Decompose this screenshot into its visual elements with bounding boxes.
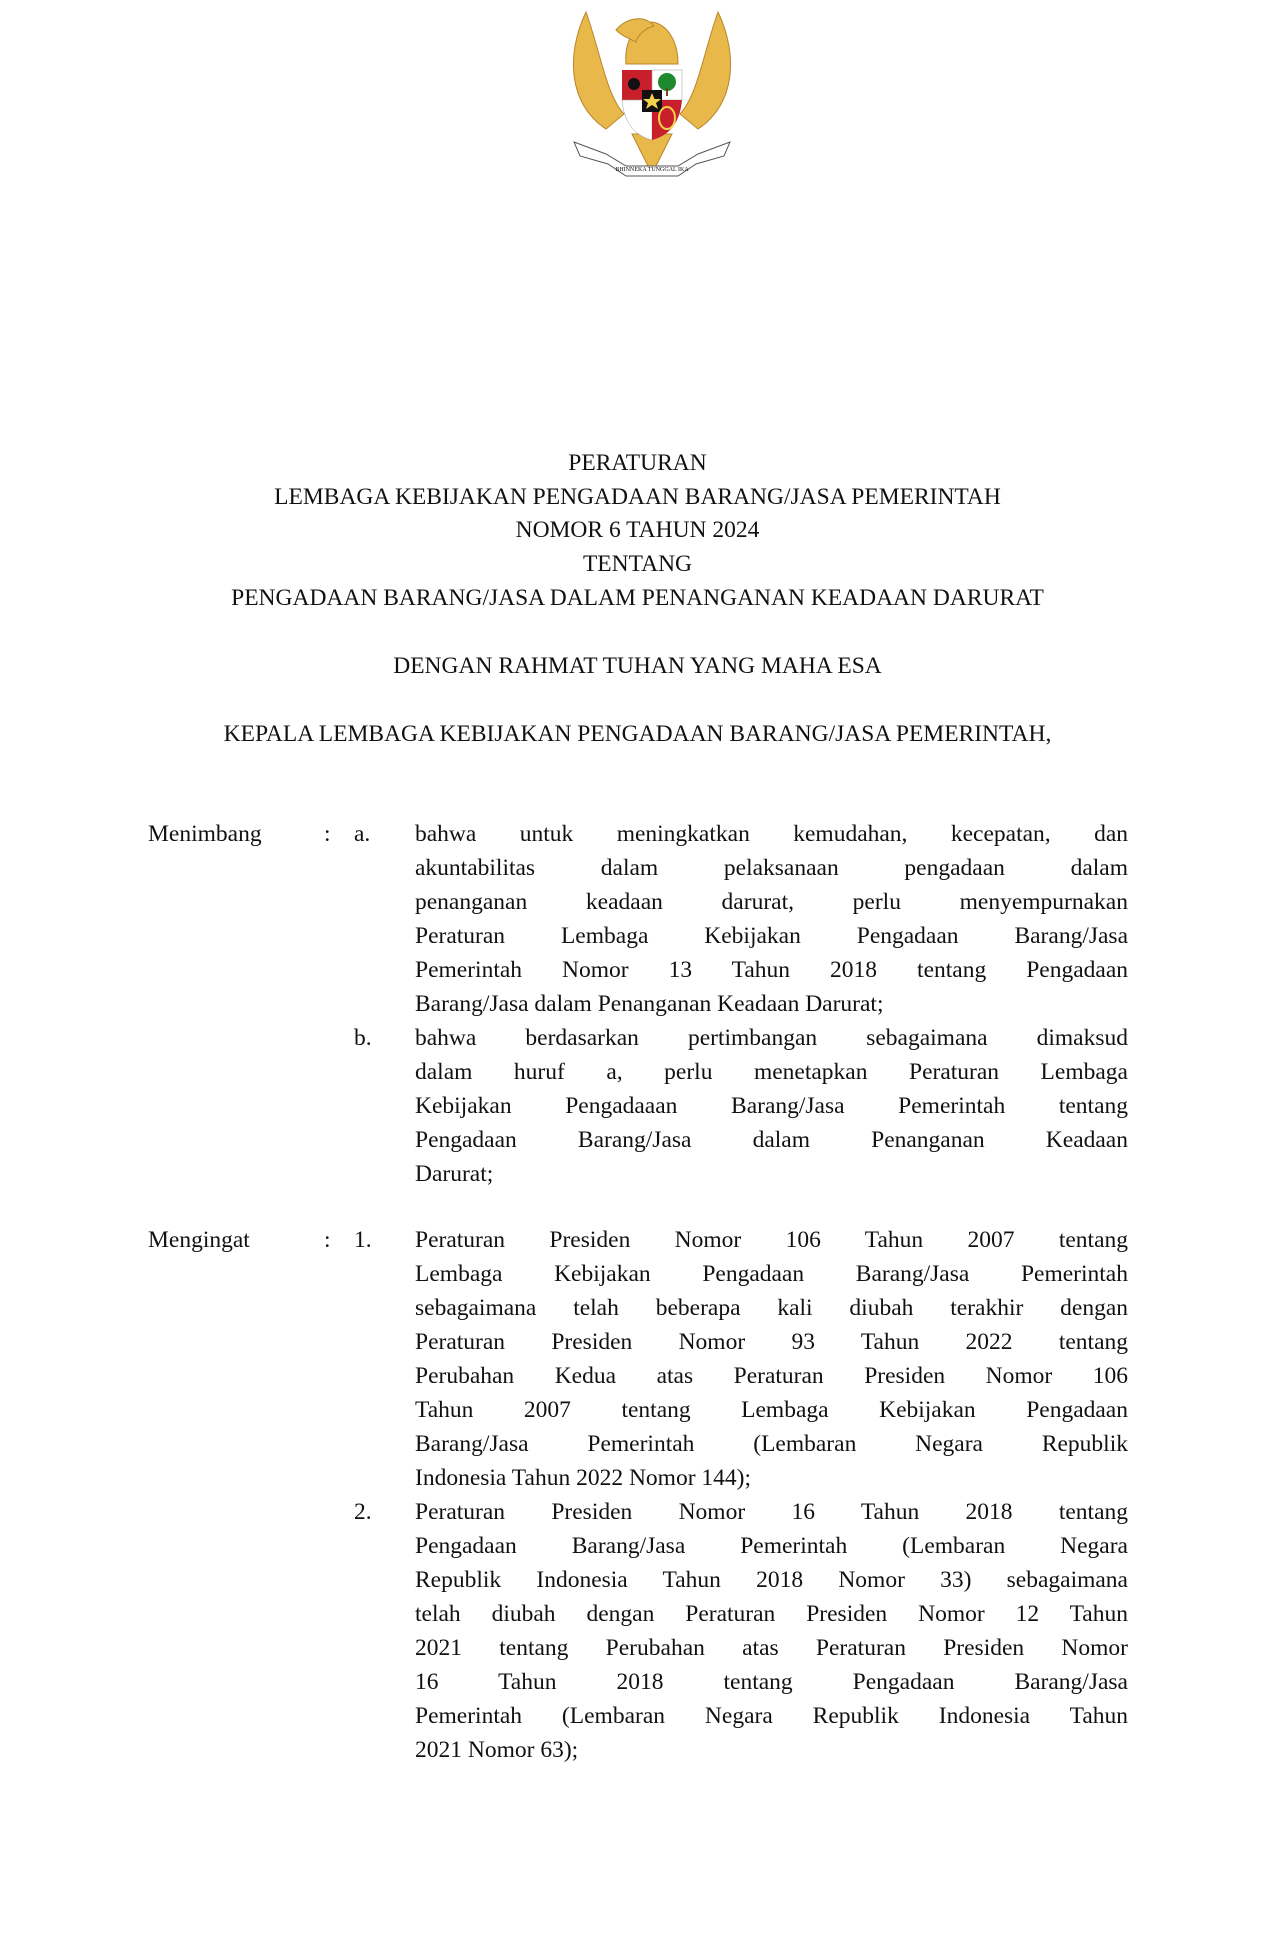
text-line: Peraturan Presiden Nomor 16 Tahun 2018 tentang — [415, 1499, 1128, 1525]
garuda-pancasila-emblem — [566, 4, 738, 186]
text-line: Pemerintah Nomor 13 Tahun 2018 tentang Pengadaan — [415, 957, 1128, 983]
item-text — [415, 1495, 1128, 1767]
issuer: KEPALA LEMBAGA KEBIJAKAN PENGADAAN BARANG/JASA PEMERINTAH, — [223, 721, 1052, 747]
text-line: bahwa untuk meningkatkan kemudahan, kecepatan, dan — [415, 821, 1128, 847]
text-line: 2021 tentang Perubahan atas Peraturan Presiden Nomor — [415, 1635, 1128, 1661]
text-line: Darurat; — [415, 1161, 494, 1187]
text-line: penanganan keadaan darurat, perlu menyempurnakan — [415, 889, 1128, 915]
text-line: sebagaimana telah beberapa kali diubah terakhir dengan — [415, 1295, 1128, 1321]
text-line: Barang/Jasa dalam Penanganan Keadaan Darurat; — [415, 991, 884, 1017]
text-line: Pengadaan Barang/Jasa dalam Penanganan Keadaan — [415, 1127, 1128, 1153]
item-text — [415, 1223, 1128, 1495]
text-line: Peraturan Lembaga Kebijakan Pengadaan Barang/Jasa — [415, 923, 1128, 949]
text-line: 2021 Nomor 63); — [415, 1737, 579, 1763]
institution-name: LEMBAGA KEBIJAKAN PENGADAAN BARANG/JASA PEMERINTAH — [274, 484, 1001, 510]
text-line: telah diubah dengan Peraturan Presiden Nomor 12 Tahun — [415, 1601, 1128, 1627]
text-line: Barang/Jasa Pemerintah (Lembaran Negara Republik — [415, 1431, 1128, 1457]
text-line: Peraturan Presiden Nomor 106 Tahun 2007 tentang — [415, 1227, 1128, 1253]
emblem-motto: BHINNEKA TUNGGAL IKA — [615, 167, 689, 173]
regulation-number: NOMOR 6 TAHUN 2024 — [515, 517, 760, 543]
text-line: Pengadaan Barang/Jasa Pemerintah (Lembaran Negara — [415, 1533, 1128, 1559]
text-line: dalam huruf a, perlu menetapkan Peraturan Lembaga — [415, 1059, 1128, 1085]
item-text — [415, 817, 1128, 1021]
about-label: TENTANG — [582, 551, 693, 577]
text-line: Republik Indonesia Tahun 2018 Nomor 33) sebagaimana — [415, 1567, 1128, 1593]
doc-type: PERATURAN — [568, 450, 707, 476]
text-line: bahwa berdasarkan pertimbangan sebagaimana dimaksud — [415, 1025, 1128, 1051]
text-line: Perubahan Kedua atas Peraturan Presiden Nomor 106 — [415, 1363, 1128, 1389]
text-line: Tahun 2007 tentang Lembaga Kebijakan Pengadaan — [415, 1397, 1128, 1423]
item-marker: b. — [354, 1025, 372, 1051]
text-line: Indonesia Tahun 2022 Nomor 144); — [415, 1465, 752, 1491]
item-marker: 1. — [354, 1227, 372, 1253]
text-line: Kebijakan Pengadaaan Barang/Jasa Pemerintah tentang — [415, 1093, 1128, 1119]
invocation: DENGAN RAHMAT TUHAN YANG MAHA ESA — [393, 653, 882, 679]
regulation-subject: PENGADAAN BARANG/JASA DALAM PENANGANAN KEADAAN DARURAT — [231, 585, 1044, 611]
item-marker: 2. — [354, 1499, 372, 1525]
text-line: Peraturan Presiden Nomor 93 Tahun 2022 tentang — [415, 1329, 1128, 1355]
text-line: 16 Tahun 2018 tentang Pengadaan Barang/Jasa — [415, 1669, 1128, 1695]
text-line: akuntabilitas dalam pelaksanaan pengadaan dalam — [415, 855, 1128, 881]
text-line: Lembaga Kebijakan Pengadaan Barang/Jasa Pemerintah — [415, 1261, 1128, 1287]
item-text — [415, 1021, 1128, 1191]
item-marker: a. — [354, 821, 371, 847]
section-colon: : — [324, 821, 331, 847]
text-line: Pemerintah (Lembaran Negara Republik Indonesia Tahun — [415, 1703, 1128, 1729]
section-label: Mengingat — [148, 1227, 250, 1253]
section-label: Menimbang — [148, 821, 262, 847]
section-colon: : — [324, 1227, 331, 1253]
